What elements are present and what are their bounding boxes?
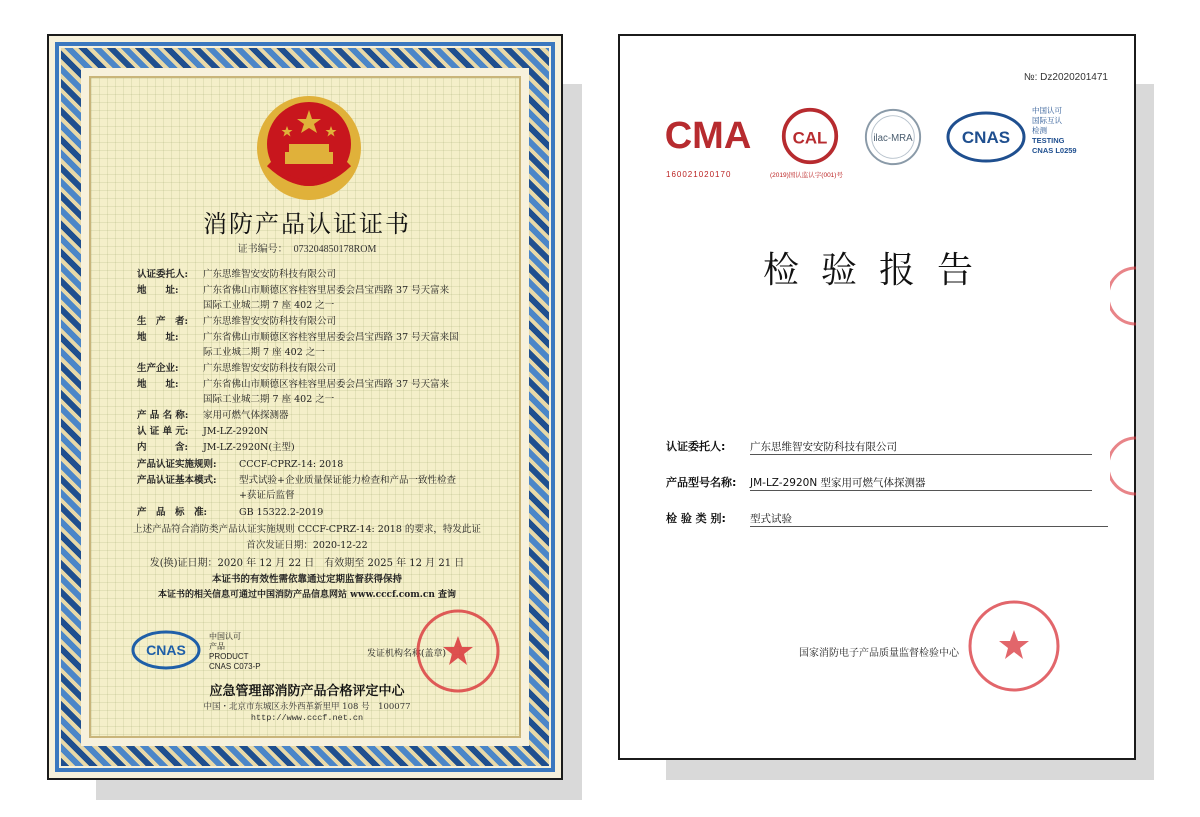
edge-seal-top (1110, 266, 1136, 326)
field-address-2: 地 址: 广东省佛山市顺德区容桂容里居委会昌宝西路 37 号天富来国 (137, 332, 459, 343)
conformity-statement: 上述产品符合消防类产品认证实施规则 CCCF-CPRZ-14: 2018 的要求，特发此证 (133, 524, 481, 535)
field-standard: 产 品 标 准: GB 15322.2-2019 (137, 507, 324, 518)
organization-website: http://www.cccf.net.cn (250, 713, 364, 723)
issuer-label: 发证机构名称(盖章) (367, 649, 447, 659)
organization-address: 中国・北京市东城区永外西革新里甲 108 号 100077 (203, 702, 411, 712)
issuing-organization: 应急管理部消防产品合格评定中心 (209, 684, 405, 699)
report-title: 检验报告 (762, 250, 995, 291)
field-manufacturer: 生产企业: 广东思维智安安防科技有限公司 (137, 363, 337, 374)
cnas-logo (131, 630, 201, 670)
field-mode-cont: +获证后监督 (239, 490, 295, 501)
field-contains: 内 含: JM-LZ-2920N(主型) (137, 442, 295, 453)
cnas-accreditation-text: 中国认可 产品 PRODUCT CNAS C073-P (209, 632, 261, 671)
certificate-number: 073204850178ROM (293, 244, 377, 255)
cal-code: (2019)国认监认字(001)号 (770, 172, 843, 179)
field-cert-unit: 认 证 单 元: JM-LZ-2920N (137, 426, 269, 437)
issue-validity-dates: 发(换)证日期：2020 年 12 月 22 日 有效期至 2025 年 12 月 21 日 (149, 558, 465, 569)
report-number: №: Dz2020201471 (1023, 72, 1108, 83)
edge-seal-bottom (1110, 436, 1136, 496)
svg-text:CMA: CMA (664, 115, 752, 157)
field-address-3-cont: 国际工业城二期 7 座 402 之一 (203, 394, 335, 405)
ilac-mra-logo (862, 106, 924, 168)
field-product-name: 产 品 名 称: 家用可燃气体探测器 (137, 410, 289, 421)
cal-logo (780, 106, 840, 166)
report-row-category: 检 验 类 别: 型式试验 (666, 510, 1108, 527)
report-row-applicant: 认证委托人: 广东思维智安安防科技有限公司 (666, 438, 1092, 455)
inspection-report (618, 34, 1136, 760)
cnas-logo-text: CNAS (146, 642, 186, 658)
report-row-product: 产品型号名称: JM-LZ-2920N 型家用可燃气体探测器 (666, 474, 1092, 491)
field-address-1-cont: 国际工业城二期 7 座 402 之一 (203, 300, 335, 311)
cnas-testing-logo (946, 110, 1026, 164)
inspection-center-name: 国家消防电子产品质量监督检验中心 (799, 648, 959, 659)
field-address-3: 地 址: 广东省佛山市顺德区容桂容里居委会昌宝西路 37 号天富来 (137, 379, 450, 390)
svg-text:CAL: CAL (792, 128, 828, 148)
field-producer: 生 产 者: 广东思维智安安防科技有限公司 (137, 316, 337, 327)
field-mode: 产品认证基本模式: 型式试验+企业质量保证能力检查和产品一致性检查 (137, 475, 456, 486)
cma-logo (660, 108, 756, 164)
validity-note: 本证书的有效性需依靠通过定期监督获得保持 (211, 574, 402, 585)
national-emblem (255, 94, 363, 202)
certificate-number-label: 证书编号： (237, 244, 288, 255)
cma-code: 160021020170 (666, 170, 732, 179)
field-rule: 产品认证实施规则: CCCF-CPRZ-14: 2018 (137, 459, 344, 470)
svg-text:ilac-MRA: ilac-MRA (873, 132, 913, 144)
field-applicant: 认证委托人: 广东思维智安安防科技有限公司 (137, 269, 337, 280)
fire-product-certificate (47, 34, 563, 780)
cnas-testing-text: 中国认可 国际互认 检测 TESTING CNAS L0259 (1032, 106, 1077, 155)
certificate-title: 消防产品认证证书 (203, 210, 411, 238)
certificate-number-line (49, 240, 565, 255)
svg-text:CNAS: CNAS (961, 128, 1011, 147)
first-issue-date: 首次发证日期：2020-12-22 (246, 540, 368, 551)
field-address-1: 地 址: 广东省佛山市顺德区容桂容里居委会昌宝西路 37 号天富来 (137, 285, 450, 296)
query-note: 本证书的相关信息可通过中国消防产品信息网站 www.cccf.com.cn 查询 (157, 590, 457, 600)
field-address-2-cont: 际工业城二期 7 座 402 之一 (203, 347, 325, 358)
